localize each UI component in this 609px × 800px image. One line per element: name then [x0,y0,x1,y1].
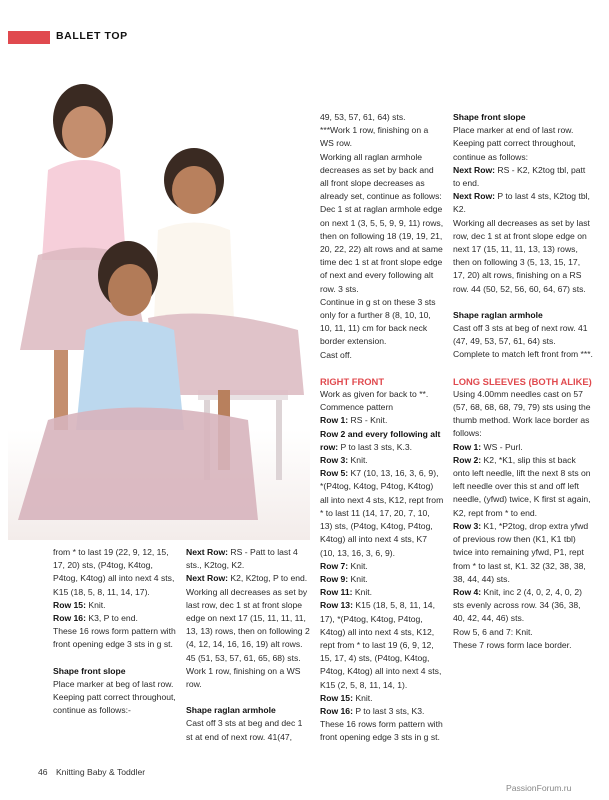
text-column-1 [53,546,177,717]
paragraph: Keeping patt correct throughout, continue as follows:- [53,692,176,716]
subheading: Shape front slope [453,112,526,122]
paragraph: ***Work 1 row, finishing on a WS row. [320,125,429,149]
paragraph: Cast off. [320,349,352,360]
paragraph: Row 5, 6 and 7: Knit. [453,626,533,637]
paragraph: from * to last 19 (22, 9, 12, 15, 17, 20) sts, (P4tog, K4tog, P4tog, K4tog) all into next 4 sts, K15 (18, 5, 8, 11, 14, 17). [53,547,175,597]
paragraph: Place marker at end of last row. Keeping patt correct throughout, continue as follows: [453,125,576,162]
instruction-row: Row 15: Knit. [320,692,373,703]
page-number: 46 [38,767,48,777]
paragraph: Work 1 row, finishing on a WS row. [186,665,301,690]
paragraph: These 16 rows form pattern with front opening edge 3 sts in g st. [320,719,443,743]
paragraph: Continue in g st on these 3 sts only for a further 8 (8, 10, 10, 10, 11, 11) cm for back neck border extension. [320,296,436,347]
paragraph: Cast off 3 sts at beg and dec 1 st at end of next row. 41(47, [186,718,303,742]
instruction-row: Next Row: RS - Patt to last 4 sts., K2tog, K2. [186,547,298,571]
instruction-row: Row 2 and every following alt row: P to last 3 sts, K.3. [320,428,441,452]
paragraph: Cast off 3 sts at beg of next row. 41 (47, 49, 53, 57, 61, 64) sts. [453,323,588,347]
instruction-row: Row 11: Knit. [320,587,373,598]
paragraph: These 7 rows form lace border. [453,639,572,650]
instruction-row: Row 13: K15 (18, 5, 8, 11, 14, 17), *(P4tog, K4tog, P4tog, K4tog) all into next 4 sts, K12, rept from * to last 19 (6, 9, 12, 15, 17, 4) sts, (P4tog, K4tog, P4tog, K4tog) all into next 4 sts, K15 (2, 5, 8, 11, 14, 1). [320,600,442,690]
paragraph: Work as given for back to **. [320,389,429,400]
publication-name: Knitting Baby & Toddler [55,767,146,777]
paragraph: 49, 53, 57, 61, 64) sts. [320,112,406,122]
paragraph: Working all raglan armhole decreases as set by back and all front slope decreases as already set, continue as follows: Dec 1 st at raglan armhole edge on next 1 (3, 5, 5, 9, 9, 11) rows, then on following 18 (19, 19, 21, 20, 22, 22) alt rows and at same time dec 1 st at front slope edge of next and every following alt row. 3 sts. [320,151,444,294]
photo-three-girls [8,50,310,540]
paragraph: Commence pattern [320,402,394,413]
instruction-row: Next Row: P to last 4 sts, K2tog tbl, K2. [453,191,590,215]
instruction-row: Row 2: K2, *K1, slip this st back onto left needle, lift the next 8 sts on left needle over this st and off left needle, (yfwd) twice, K first st again, K2, rept from * to end. [453,454,591,518]
paragraph: Using 4.00mm needles cast on 57 (57, 68, 68, 68, 79, 79) sts using the thumb method. Work lace border as follows: [453,388,591,439]
instruction-row: Row 7: Knit. [320,560,368,571]
paragraph: These 16 rows form pattern with front opening edge 3 sts in g st. [53,626,176,650]
instruction-row: Next Row: K2, K2tog, P to end. Working all decreases as set by last row, dec 1 st at front slope edge on next 17 (15, 11, 11, 11, 13, 13) rows, then on following 2 (4, 12, 14, 16, 16, 19) alt rows. 45 (51, 53, 57, 61, 65, 68) sts. [186,573,310,663]
subheading: Shape raglan armhole [453,309,543,320]
section-title: BALLET TOP [56,30,128,42]
instruction-row: Row 5: K7 (10, 13, 16, 3, 6, 9), *(P4tog, K4tog, P4tog, K4tog) all into next 4 sts, K12, rept from * to last 11 (14, 17, 20, 7, 10, 13) sts, (P4tog, K4tog, P4tog, K4tog) all into next 4 sts, K7 (10, 13, 16, 3, 6, 9). [320,468,444,558]
paragraph: Working all decreases as set by last row, dec 1 st at front slope edge on next 17 (15, 11, 11, 13, 13) rows, then on following 3 (5, 13, 15, 17, 17, 20) alt rows, finishing on a RS row. 44 (50, 52, 56, 60, 64, 67) sts. [453,217,590,294]
page-footer [38,767,145,777]
instruction-row: Row 3: K1, *P2tog, drop extra yfwd of previous row then (K1, K1 tbl) twice into remaining yfwd, P1, rept from * to last st, K1. 32 (32, 38, 38, 38, 44, 44) sts. [453,520,589,584]
instruction-row: Row 3: Knit. [320,455,368,466]
paragraph: Complete to match left front from ***. [453,349,593,360]
section-color-tag [8,31,50,44]
watermark: PassionForum.ru [506,783,572,793]
instruction-row: Row 1: WS - Purl. [453,441,523,452]
subheading: Shape front slope [53,665,126,676]
section-heading: LONG SLEEVES (BOTH ALIKE) [453,375,592,387]
text-column-4 [453,111,593,652]
instruction-row: Row 16: K3, P to end. [53,613,138,624]
text-column-3 [320,111,444,745]
text-column-2 [186,546,310,744]
subheading: Shape raglan armhole [186,705,276,716]
section-heading: RIGHT FRONT [320,375,385,387]
instruction-row: Next Row: RS - K2, K2tog tbl, patt to end. [453,164,586,189]
instruction-row: Row 9: Knit. [320,573,368,584]
instruction-row: Row 15: Knit. [53,599,106,610]
instruction-row: Row 1: RS - Knit. [320,415,388,426]
instruction-row: Row 16: P to last 3 sts, K3. [320,705,425,716]
instruction-row: Row 4: Knit, inc 2 (4, 0, 2, 4, 0, 2) sts evenly across row. 34 (36, 38, 40, 42, 44, 46) sts. [453,586,582,624]
paragraph: Place marker at beg of last row. [53,678,174,689]
